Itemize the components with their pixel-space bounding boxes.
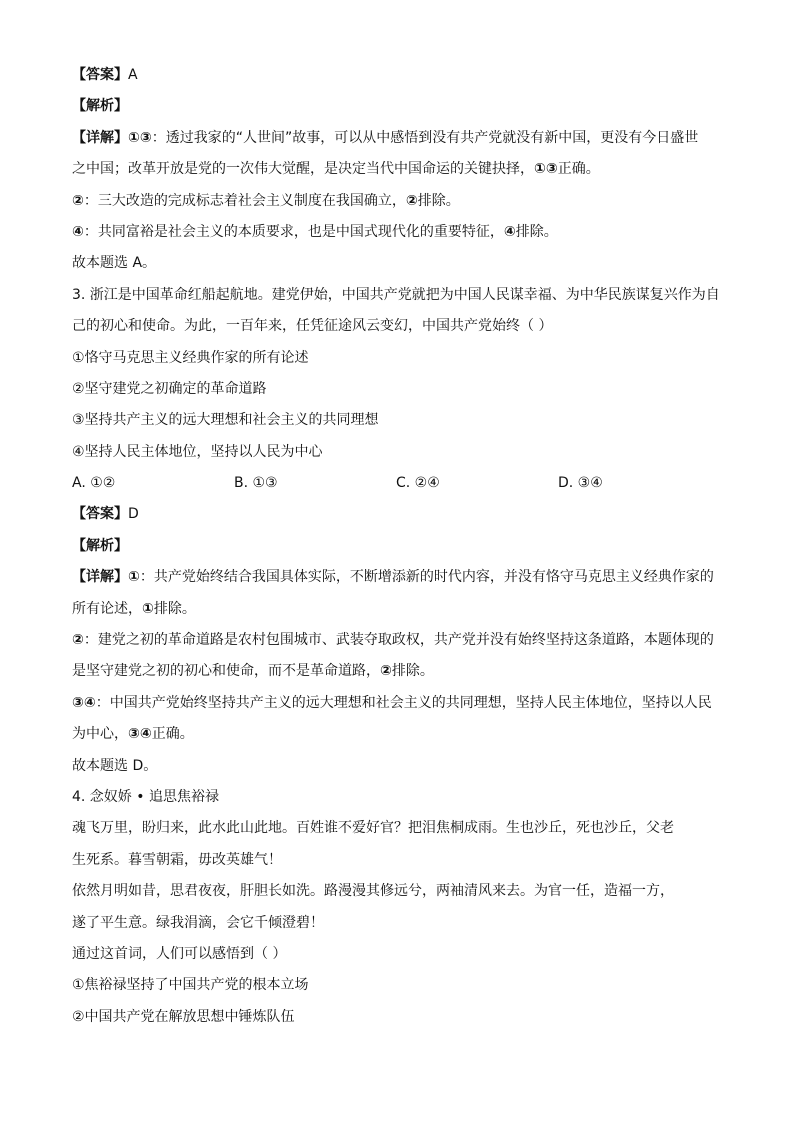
q3-item-4: ④坚持人民主体地位，坚持以人民为中心 [72,443,323,460]
detail-label: 【详解】 [72,129,128,146]
option-a: A. ①② [72,475,116,492]
option-d: D. ③④ [558,475,603,492]
detail-marker: ④ [503,223,516,240]
answer-value: A [128,67,138,83]
q3-detail-line-2 [72,596,732,627]
detail-text: ：共产党始终结合我国具体实际，不断增添新的时代内容，并没有恪守马克思主义经典作家的 [139,569,714,586]
q4-poem-line-3: 依然月明如昔，思君夜夜，肝胆长如洗。路漫漫其修远兮，两袖清风来去。为官一任，造福一方， [72,883,674,900]
q3-detail-line-5 [72,690,732,721]
detail-text: 排除。 [153,600,196,617]
detail-text: ：中国共产党始终坚持共产主义的远大理想和社会主义的共同理想，坚持人民主体地位，坚持以人民 [95,694,712,711]
detail-text: 排除。 [391,663,434,680]
answer-value: D [128,506,139,523]
q2-detail-line-4 [72,219,732,250]
answer-label: 【答案】 [72,67,128,83]
detail-marker: ③④ [128,726,152,743]
detail-marker: ② [380,663,392,680]
q3-options [72,470,732,501]
q2-detail-line-3 [72,188,732,219]
detail-marker: ①③ [128,129,152,146]
detail-label: 【详解】 [72,569,128,586]
q3-item-2: ②坚守建党之初确定的革命道路 [72,380,267,397]
q4-item-1: ①焦裕禄坚持了中国共产党的根本立场 [72,977,309,994]
detail-text: 是坚守建党之初的初心和使命，而不是革命道路， [72,663,380,680]
q3-answer-line [72,501,732,532]
detail-marker: ①③ [534,161,558,178]
q4-poem-line-2: 生死系。暮雪朝霜，毋改英雄气！ [72,851,282,868]
detail-text: 所有论述， [72,600,142,617]
option-c: C. ②④ [396,475,440,492]
q4-stem: 通过这首词，人们可以感悟到（ ） [72,945,287,962]
q3-detail-line-4 [72,658,732,689]
q3-detail-line-3 [72,627,732,658]
detail-text: 排除。 [515,223,558,240]
q4-poem-line-4: 遂了平生意。绿我涓滴，会它千倾澄碧！ [72,914,324,931]
q3-stem-line-1: 3. 浙江是中国革命红船起航地。建党伊始，中国共产党就把为中国人民谋幸福、为中华民族谋复兴作为自 [72,286,720,303]
detail-marker: ② [405,192,418,209]
q3-analysis-line [72,533,732,564]
detail-marker: ① [128,569,140,586]
detail-marker: ④ [72,223,84,240]
q2-analysis-line [72,93,732,124]
q4-item-2: ②中国共产党在解放思想中锤炼队伍 [72,1008,295,1025]
q3-stem-line-2: 己的初心和使命。为此，一百年来，任凭征途风云变幻，中国共产党始终（ ） [72,318,553,335]
detail-text: ：三大改造的完成标志着社会主义制度在我国确立， [83,192,406,209]
analysis-label: 【解析】 [72,98,128,115]
document-page [72,62,732,1035]
q3-detail-line-6 [72,721,732,752]
q3-detail-line-1 [72,564,732,595]
analysis-label: 【解析】 [72,537,128,554]
detail-text: ：共同富裕是社会主义的本质要求，也是中国式现代化的重要特征， [83,223,504,240]
detail-text: ：建党之初的革命道路是农村包围城市、武装夺取政权，共产党并没有始终坚持这条道路，本题体现的 [83,632,714,649]
q3-item-3: ③坚持共产主义的远大理想和社会主义的共同理想 [72,412,379,429]
detail-text: 正确。 [557,161,600,178]
q4-poem-line-1: 魂飞万里，盼归来，此水此山此地。百姓谁不爱好官？把泪焦桐成雨。生也沙丘，死也沙丘，父老 [72,820,674,837]
detail-text: 排除。 [417,192,460,209]
detail-text: 正确。 [151,726,194,743]
q2-detail-line-2 [72,156,732,187]
option-b: B. ①③ [234,475,278,492]
q4-title: 4. 念奴娇 • 追思焦裕禄 [72,788,219,805]
q2-detail-line-1 [72,125,732,156]
detail-marker: ① [142,600,154,617]
q3-conclusion: 故本题选 D。 [72,757,158,774]
q2-conclusion: 故本题选 A。 [72,255,157,272]
detail-text: ：透过我家的“人世间”故事，可以从中感悟到没有共产党就没有新中国，更没有今日盛世 [151,129,699,146]
detail-marker: ③④ [72,694,96,711]
answer-label: 【答案】 [72,506,128,523]
detail-marker: ② [72,192,84,209]
q2-answer-line [72,62,732,93]
detail-text: 之中国；改革开放是党的一次伟大觉醒，是决定当代中国命运的关键抉择， [72,161,534,178]
detail-text: 为中心， [72,726,128,743]
q3-item-1: ①恪守马克思主义经典作家的所有论述 [72,349,309,366]
detail-marker: ② [72,632,84,649]
